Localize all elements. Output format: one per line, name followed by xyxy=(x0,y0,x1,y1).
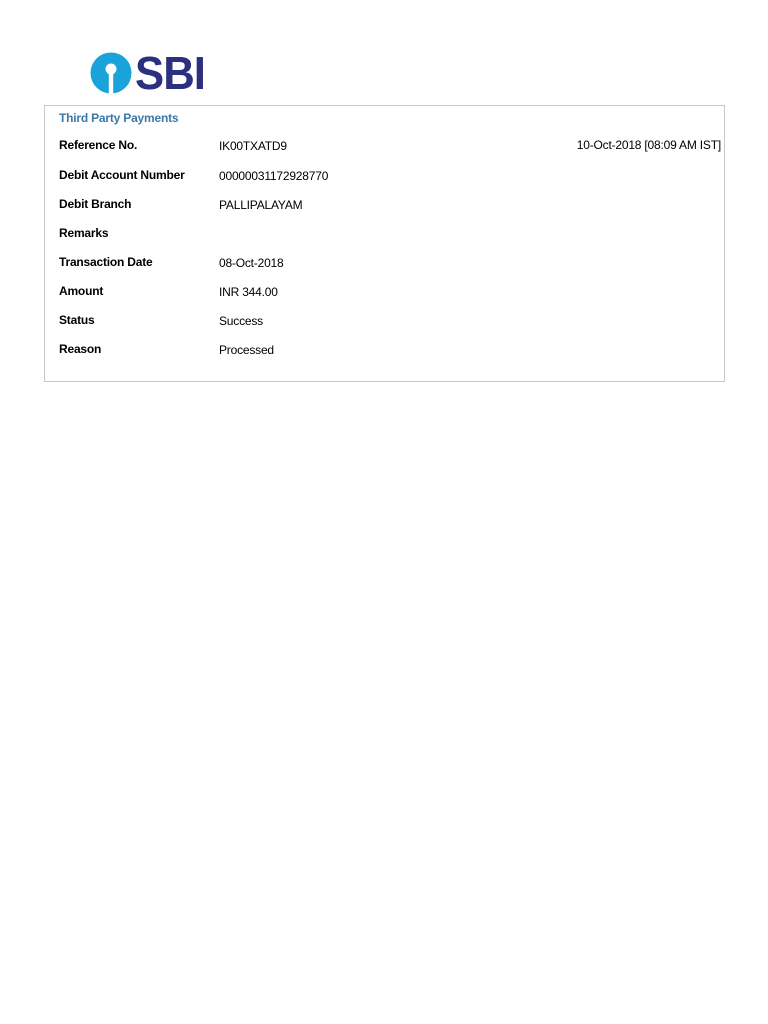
reason-label: Reason xyxy=(59,342,102,356)
transaction-date-value: 08-Oct-2018 xyxy=(219,256,284,270)
reference-value: IK00TXATD9 xyxy=(219,139,287,153)
detail-row-reason xyxy=(59,341,724,357)
reference-label: Reference No. xyxy=(59,138,138,152)
sbi-keyhole-logo-icon xyxy=(90,52,132,94)
panel-title: Third Party Payments xyxy=(59,111,179,125)
reason-value: Processed xyxy=(219,343,274,357)
detail-row-remarks xyxy=(59,225,724,241)
debit-branch-label: Debit Branch xyxy=(59,197,132,211)
detail-row-debit-account xyxy=(59,167,724,183)
debit-account-label: Debit Account Number xyxy=(59,168,185,182)
transaction-date-label: Transaction Date xyxy=(59,255,153,269)
remarks-label: Remarks xyxy=(59,226,109,240)
detail-row-amount xyxy=(59,283,724,299)
generated-timestamp: 10-Oct-2018 [08:09 AM IST] xyxy=(576,138,721,152)
detail-row-debit-branch xyxy=(59,196,724,212)
status-label: Status xyxy=(59,313,95,327)
debit-account-value: 00000031172928770 xyxy=(219,169,329,183)
debit-branch-value: PALLIPALAYAM xyxy=(219,198,303,212)
amount-label: Amount xyxy=(59,284,104,298)
detail-row-reference xyxy=(59,137,724,153)
detail-row-transaction-date xyxy=(59,254,724,270)
amount-value: INR 344.00 xyxy=(219,285,278,299)
detail-row-status xyxy=(59,312,724,328)
payment-details-panel xyxy=(44,105,725,382)
status-value: Success xyxy=(219,314,263,328)
brand-name: SBI xyxy=(135,47,206,99)
sbi-logo xyxy=(90,47,209,99)
